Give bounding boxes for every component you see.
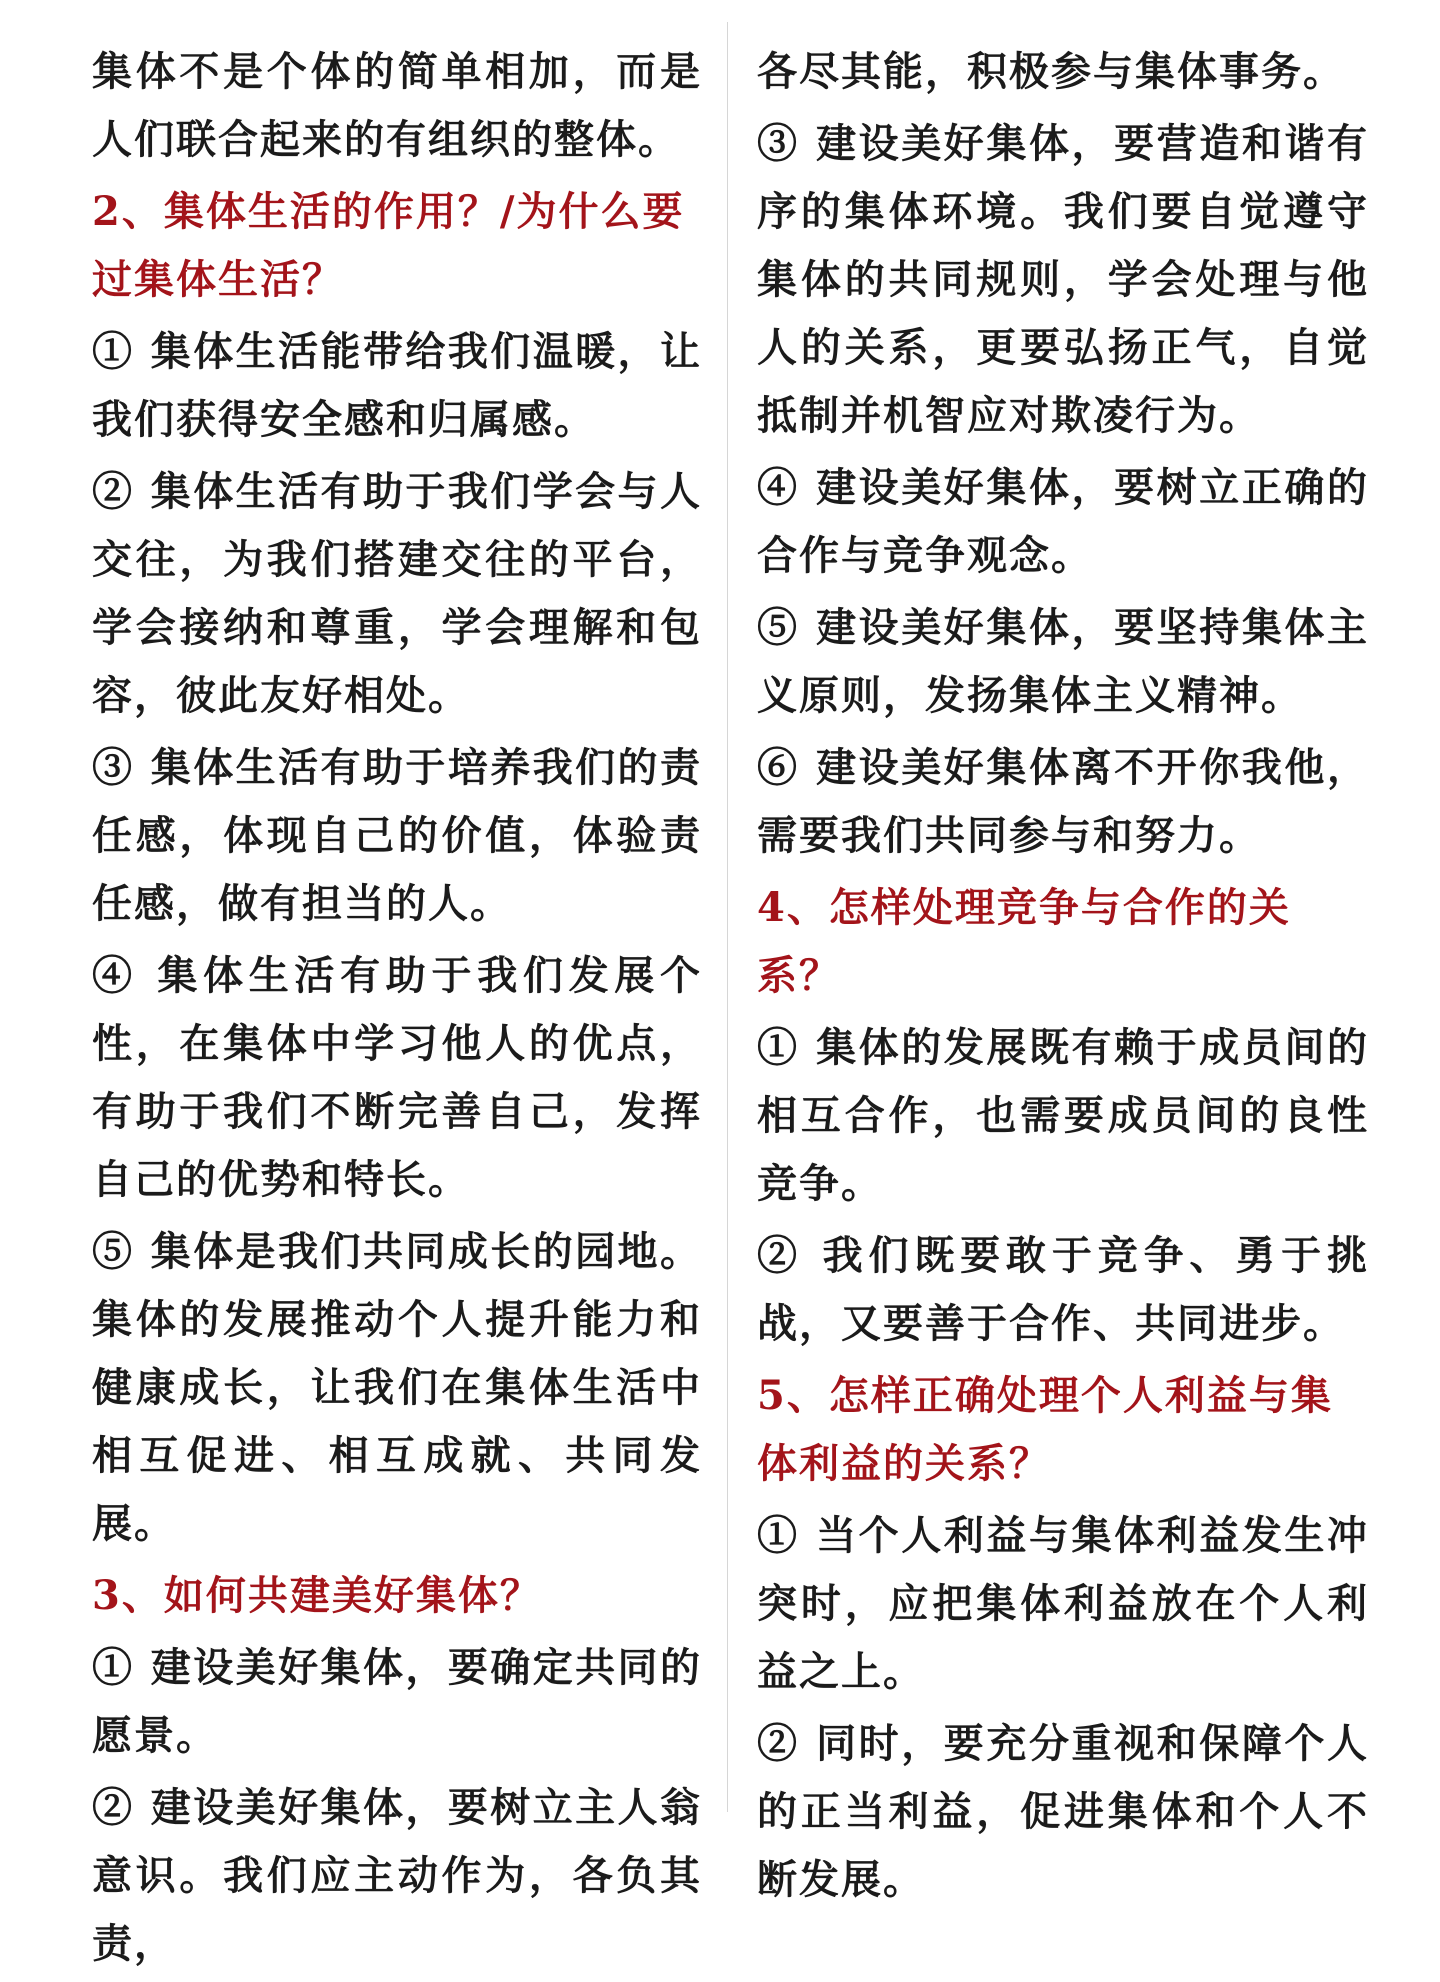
continued-paragraph: 各尽其能，积极参与集体事务。 xyxy=(757,48,1345,95)
list-item: ② 同时，要充分重视和保障个人的正当利益，促进集体和个人不断发展。 xyxy=(757,1720,1369,1903)
list-item: ⑤ 建设美好集体，要坚持集体主义原则，发扬集体主义精神。 xyxy=(757,604,1369,719)
list-item: ① 集体生活能带给我们温暖，让我们获得安全感和归属感。 xyxy=(92,328,702,443)
intro-paragraph: 集体不是个体的简单相加，而是人们联合起来的有组织的整体。 xyxy=(92,48,702,163)
list-item: ④ 建设美好集体，要树立正确的合作与竞争观念。 xyxy=(757,464,1369,579)
list-item: ④ 集体生活有助于我们发展个性，在集体中学习他人的优点，有助于我们不断完善自己，发挥自己的优势和特长。 xyxy=(92,952,702,1203)
left-column xyxy=(92,38,702,1982)
right-column xyxy=(757,38,1369,1918)
list-item: ② 集体生活有助于我们学会与人交往，为我们搭建交往的平台，学会接纳和尊重，学会理解和包容，彼此友好相处。 xyxy=(92,468,702,719)
list-item: ① 当个人利益与集体利益发生冲突时，应把集体利益放在个人利益之上。 xyxy=(757,1512,1369,1695)
section-heading-4: 4、怎样处理竞争与合作的关系？ xyxy=(757,884,1291,999)
column-divider xyxy=(727,22,728,1812)
list-item: ① 集体的发展既有赖于成员间的相互合作，也需要成员间的良性竞争。 xyxy=(757,1024,1369,1207)
section-heading-5: 5、怎样正确处理个人利益与集体利益的关系？ xyxy=(757,1372,1333,1487)
list-item: ② 建设美好集体，要树立主人翁意识。我们应主动作为，各负其责， xyxy=(92,1784,702,1967)
list-item: ③ 建设美好集体，要营造和谐有序的集体环境。我们要自觉遵守集体的共同规则，学会处理与他人的关系，更要弘扬正气，自觉抵制并机智应对欺凌行为。 xyxy=(757,120,1369,439)
section-heading-2: 2、集体生活的作用？/为什么要过集体生活？ xyxy=(92,188,685,303)
list-item: ③ 集体生活有助于培养我们的责任感，体现自己的价值，体验责任感，做有担当的人。 xyxy=(92,744,702,927)
list-item: ⑤ 集体是我们共同成长的园地。集体的发展推动个人提升能力和健康成长，让我们在集体生活中相互促进、相互成就、共同发展。 xyxy=(92,1228,702,1547)
list-item: ⑥ 建设美好集体离不开你我他，需要我们共同参与和努力。 xyxy=(757,744,1369,859)
list-item: ① 建设美好集体，要确定共同的愿景。 xyxy=(92,1644,702,1759)
section-heading-3: 3、如何共建美好集体？ xyxy=(92,1572,542,1619)
list-item: ② 我们既要敢于竞争、勇于挑战，又要善于合作、共同进步。 xyxy=(757,1232,1369,1347)
